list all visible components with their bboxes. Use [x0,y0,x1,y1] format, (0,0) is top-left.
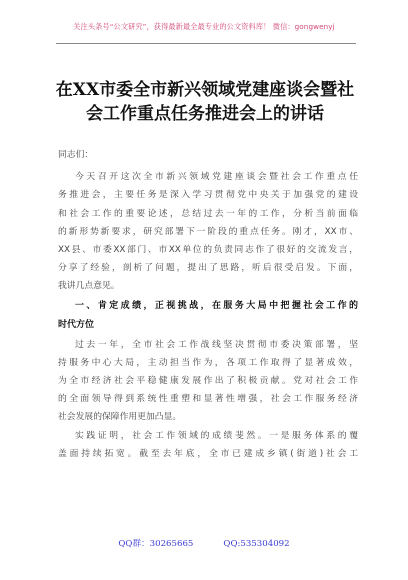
heading-line: 时代方位 [58,320,95,331]
text-line: 分享了经验，剖析了问题，提出了思路，听后很受启发。下面， [58,263,358,274]
paragraph-evidence [58,427,358,463]
text-line: 的新形势新要求，研究部署下一阶段的重点任务。刚才，XX市、 [58,226,358,237]
paragraph-achievements [58,336,358,427]
text-line: 今天召开这次全市新兴领域党建座谈会暨社会工作重点任 [75,172,358,183]
text-line: 为全市经济社会平稳健康发展作出了积极贡献。党对社会工作 [58,376,358,387]
document-body [58,146,358,463]
header-divider [56,43,356,44]
text-line: 盖面持续拓宽。截至去年底，全市已建成乡镇(街道)社会工 [58,448,358,459]
title-line: 在XX市委全市新兴领域党建座谈会暨社 [55,80,355,100]
text-line: 过去一年，全市社会工作战线坚决贯彻市委决策部署，坚 [75,339,358,350]
salutation: 同志们： [58,150,94,160]
paragraph-opening [58,168,358,295]
heading-line: 一、肯定成绩，正视挑战，在服务大局中把握社会工作的 [75,300,358,311]
text-line: 社会发展的保障作用更加凸显。 [58,412,182,423]
text-line: 实践证明，社会工作领域的成绩斐然。一是服务体系的覆 [75,430,358,441]
text-line: 务推进会，主要任务是深入学习贯彻党中央关于加强党的建设 [58,190,358,201]
text-line: 的全面领导得到系统性重塑和显著性增强，社会工作服务经济 [58,394,358,405]
document-title [40,78,370,126]
text-line: 我讲几点意见。 [58,281,120,292]
text-line: XX县、市委XX部门、市XX单位的负责同志作了很好的交流发言， [58,245,358,256]
header-promo-note: 关注头条号“公文研究”，获得最新最全最专业的公文资料库！ 微信：gongwenyj [73,22,335,31]
footer-qq: QQ:535304092 [223,539,290,549]
title-line: 会工作重点任务推进会上的讲话 [86,104,324,124]
footer-contact [0,537,408,549]
section-heading-1 [58,297,358,336]
text-line: 和社会工作的重要论述，总结过去一年的工作，分析当前面临 [58,208,358,219]
text-line: 持服务中心大局，主动担当作为，各项工作取得了显著成效， [58,357,358,368]
footer-qq-group: QQ群：30265665 [118,539,194,549]
